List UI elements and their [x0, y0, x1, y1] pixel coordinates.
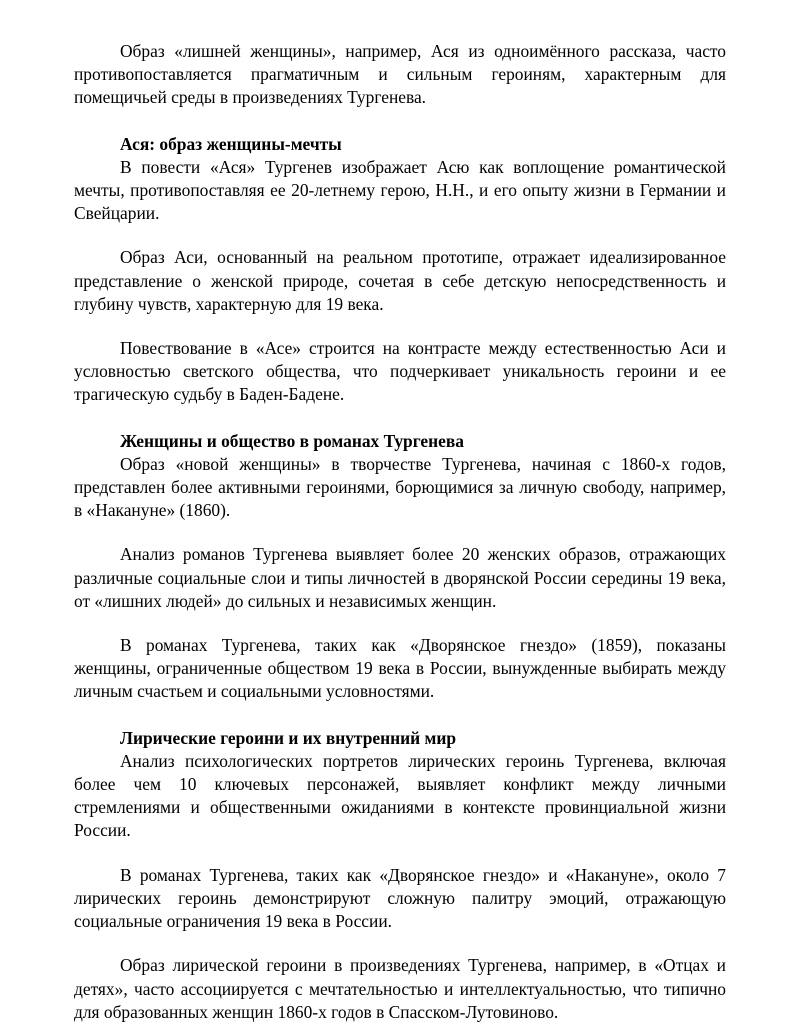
paragraph-asya-3: Повествование в «Асе» строится на контрасте между естественностью Аси и условностью светского общества, что подчеркивает уникальность героини и ее трагическую судьбу в Баден-Бадене.	[74, 338, 726, 405]
paragraph-intro: Образ «лишней женщины», например, Ася из одноимённого рассказа, часто противопоставляется прагматичным и сильным героиням, характерным для помещичьей среды в произведениях Тургенева.	[74, 41, 726, 108]
paragraph-asya-2: Образ Аси, основанный на реальном прототипе, отражает идеализированное представление о женской природе, сочетая в себе детскую непосредственность и глубину чувств, характерную для 19 века.	[74, 247, 726, 314]
paragraph-lyrical-2: В романах Тургенева, таких как «Дворянское гнездо» и «Накануне», около 7 лирических героинь демонстрируют сложную палитру эмоций, отражающую социальные ограничения 19 века в России.	[74, 864, 726, 932]
paragraph-lyrical-3: Образ лирической героини в произведениях Тургенева, например, в «Отцах и детях», часто ассоциируется с мечтательностью и интеллектуальностью, что типично для образованных женщин 1860-х годов в Спасском-Лутовиново.	[74, 955, 726, 1022]
paragraph-women-2: Анализ романов Тургенева выявляет более 20 женских образов, отражающих различные социальные слои и типы личностей в дворянской России середины 19 века, от «лишних людей» до сильных и независимых женщин.	[74, 544, 726, 611]
paragraph-lyrical-1: Анализ психологических портретов лирических героинь Тургенева, включая более чем 10 ключевых персонажей, выявляет конфликт между личными стремлениями и общественными ожиданиями в контексте провинциальной жизни России.	[74, 750, 726, 841]
paragraph-women-3: В романах Тургенева, таких как «Дворянское гнездо» (1859), показаны женщины, ограниченные обществом 19 века в России, вынужденные выбирать между личным счастьем и социальными условностями.	[74, 635, 726, 702]
heading-lyrical-heroines: Лирические героини и их внутренний мир	[120, 727, 457, 748]
paragraph-asya-1: В повести «Ася» Тургенев изображает Асю как воплощение романтической мечты, противопоставляя ее 20-летнему герою, Н.Н., и его опыту жизни в Германии и Свейцарии.	[74, 156, 726, 224]
document-page	[74, 40, 726, 1024]
heading-women-society: Женщины и общество в романах Тургенева	[120, 430, 464, 451]
paragraph-women-1: Образ «новой женщины» в творчестве Тургенева, начиная с 1860-х годов, представлен более активными героинями, борющимися за личную свободу, например, в «Накануне» (1860).	[74, 453, 726, 521]
heading-asya: Ася: образ женщины-мечты	[120, 133, 342, 154]
